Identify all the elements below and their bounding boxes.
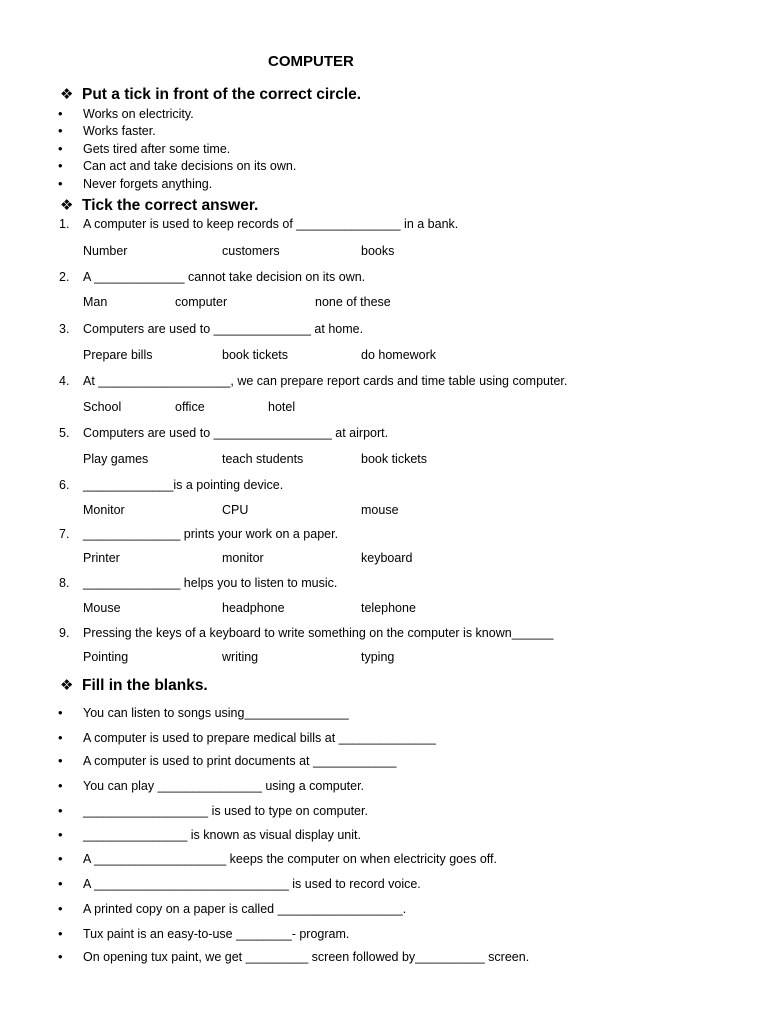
answer-option[interactable]: Printer — [83, 551, 120, 565]
answer-option[interactable]: book tickets — [222, 348, 289, 362]
question-text: Pressing the keys of a keyboard to write something on the computer is known______ — [83, 626, 554, 640]
fill-blank-item: A computer is used to prepare medical bills at ______________ — [83, 731, 437, 745]
bullet-icon: • — [58, 705, 63, 720]
answer-option[interactable]: School — [83, 400, 122, 414]
question-number: 4. — [59, 374, 70, 388]
answer-option[interactable]: Play games — [83, 452, 149, 466]
answer-option[interactable]: book tickets — [361, 452, 428, 466]
bullet-icon: • — [58, 778, 63, 793]
answer-option[interactable]: Man — [83, 295, 108, 309]
bullet-icon: • — [58, 851, 63, 866]
answer-option[interactable]: hotel — [268, 400, 296, 414]
bullet-icon: • — [58, 926, 63, 941]
bullet-icon: • — [58, 730, 63, 745]
answer-option[interactable]: keyboard — [361, 551, 413, 565]
list-item: Gets tired after some time. — [83, 142, 231, 156]
fill-blank-item: On opening tux paint, we get _________ screen followed by__________ screen. — [83, 950, 530, 964]
answer-option[interactable]: Number — [83, 244, 128, 258]
section2-heading-text: Tick the correct answer. — [82, 197, 259, 214]
question-number: 2. — [59, 270, 70, 284]
fill-blank-item: Tux paint is an easy-to-use ________- program. — [83, 927, 350, 941]
answer-option[interactable]: writing — [222, 650, 259, 664]
answer-option[interactable]: customers — [222, 244, 280, 258]
bullet-icon: • — [58, 949, 63, 964]
bullet-icon: • — [58, 827, 63, 842]
answer-option[interactable]: Pointing — [83, 650, 129, 664]
list-item: Works on electricity. — [83, 107, 194, 121]
answer-option[interactable]: typing — [361, 650, 395, 664]
question-text: Computers are used to _________________ at airport. — [83, 426, 389, 440]
bullet-icon: • — [58, 803, 63, 818]
fill-blank-item: _______________ is known as visual display unit. — [83, 828, 361, 842]
fill-blank-item: __________________ is used to type on computer. — [83, 804, 368, 818]
answer-option[interactable]: teach students — [222, 452, 304, 466]
answer-option[interactable]: Prepare bills — [83, 348, 153, 362]
diamond-bullet-icon: ❖ — [60, 86, 74, 103]
diamond-bullet-icon: ❖ — [60, 677, 74, 694]
answer-option[interactable]: office — [175, 400, 205, 414]
page-title: COMPUTER — [268, 53, 354, 70]
fill-blank-item: A ____________________________ is used to record voice. — [83, 877, 421, 891]
bullet-icon: • — [58, 876, 63, 891]
bullet-icon: • — [58, 106, 63, 121]
answer-option[interactable]: monitor — [222, 551, 264, 565]
question-text: _____________is a pointing device. — [83, 478, 284, 492]
bullet-icon: • — [58, 123, 63, 138]
fill-blank-item: You can play _______________ using a computer. — [83, 779, 365, 793]
question-number: 7. — [59, 527, 70, 541]
section1-heading-text: Put a tick in front of the correct circle. — [82, 86, 362, 103]
question-text: At ___________________, we can prepare report cards and time table using computer. — [83, 374, 568, 388]
fill-blank-item: A printed copy on a paper is called __________________. — [83, 902, 407, 916]
section3-heading-text: Fill in the blanks. — [82, 677, 208, 694]
question-text: A computer is used to keep records of _______________ in a bank. — [83, 217, 459, 231]
answer-option[interactable]: mouse — [361, 503, 399, 517]
question-number: 8. — [59, 576, 70, 590]
list-item: Works faster. — [83, 124, 156, 138]
question-number: 3. — [59, 322, 70, 336]
answer-option[interactable]: Monitor — [83, 503, 125, 517]
bullet-icon: • — [58, 176, 63, 191]
fill-blank-item: A computer is used to print documents at ____________ — [83, 754, 397, 768]
list-item: Never forgets anything. — [83, 177, 213, 191]
question-number: 1. — [59, 217, 70, 231]
answer-option[interactable]: CPU — [222, 503, 249, 517]
section3-heading — [60, 676, 208, 695]
fill-blank-item: You can listen to songs using_______________ — [83, 706, 349, 720]
bullet-icon: • — [58, 901, 63, 916]
question-number: 9. — [59, 626, 70, 640]
question-number: 5. — [59, 426, 70, 440]
section1-heading — [60, 85, 361, 104]
bullet-icon: • — [58, 753, 63, 768]
bullet-icon: • — [58, 158, 63, 173]
answer-option[interactable]: headphone — [222, 601, 285, 615]
question-number: 6. — [59, 478, 70, 492]
question-text: A _____________ cannot take decision on its own. — [83, 270, 366, 284]
answer-option[interactable]: telephone — [361, 601, 416, 615]
answer-option[interactable]: computer — [175, 295, 228, 309]
fill-blank-item: A ___________________ keeps the computer on when electricity goes off. — [83, 852, 497, 866]
list-item: Can act and take decisions on its own. — [83, 159, 297, 173]
question-text: ______________ prints your work on a paper. — [83, 527, 339, 541]
diamond-bullet-icon: ❖ — [60, 197, 74, 214]
bullet-icon: • — [58, 141, 63, 156]
answer-option[interactable]: do homework — [361, 348, 437, 362]
question-text: Computers are used to ______________ at home. — [83, 322, 364, 336]
answer-option[interactable]: none of these — [315, 295, 391, 309]
section2-heading — [60, 196, 258, 215]
answer-option[interactable]: Mouse — [83, 601, 121, 615]
question-text: ______________ helps you to listen to music. — [83, 576, 338, 590]
answer-option[interactable]: books — [361, 244, 395, 258]
